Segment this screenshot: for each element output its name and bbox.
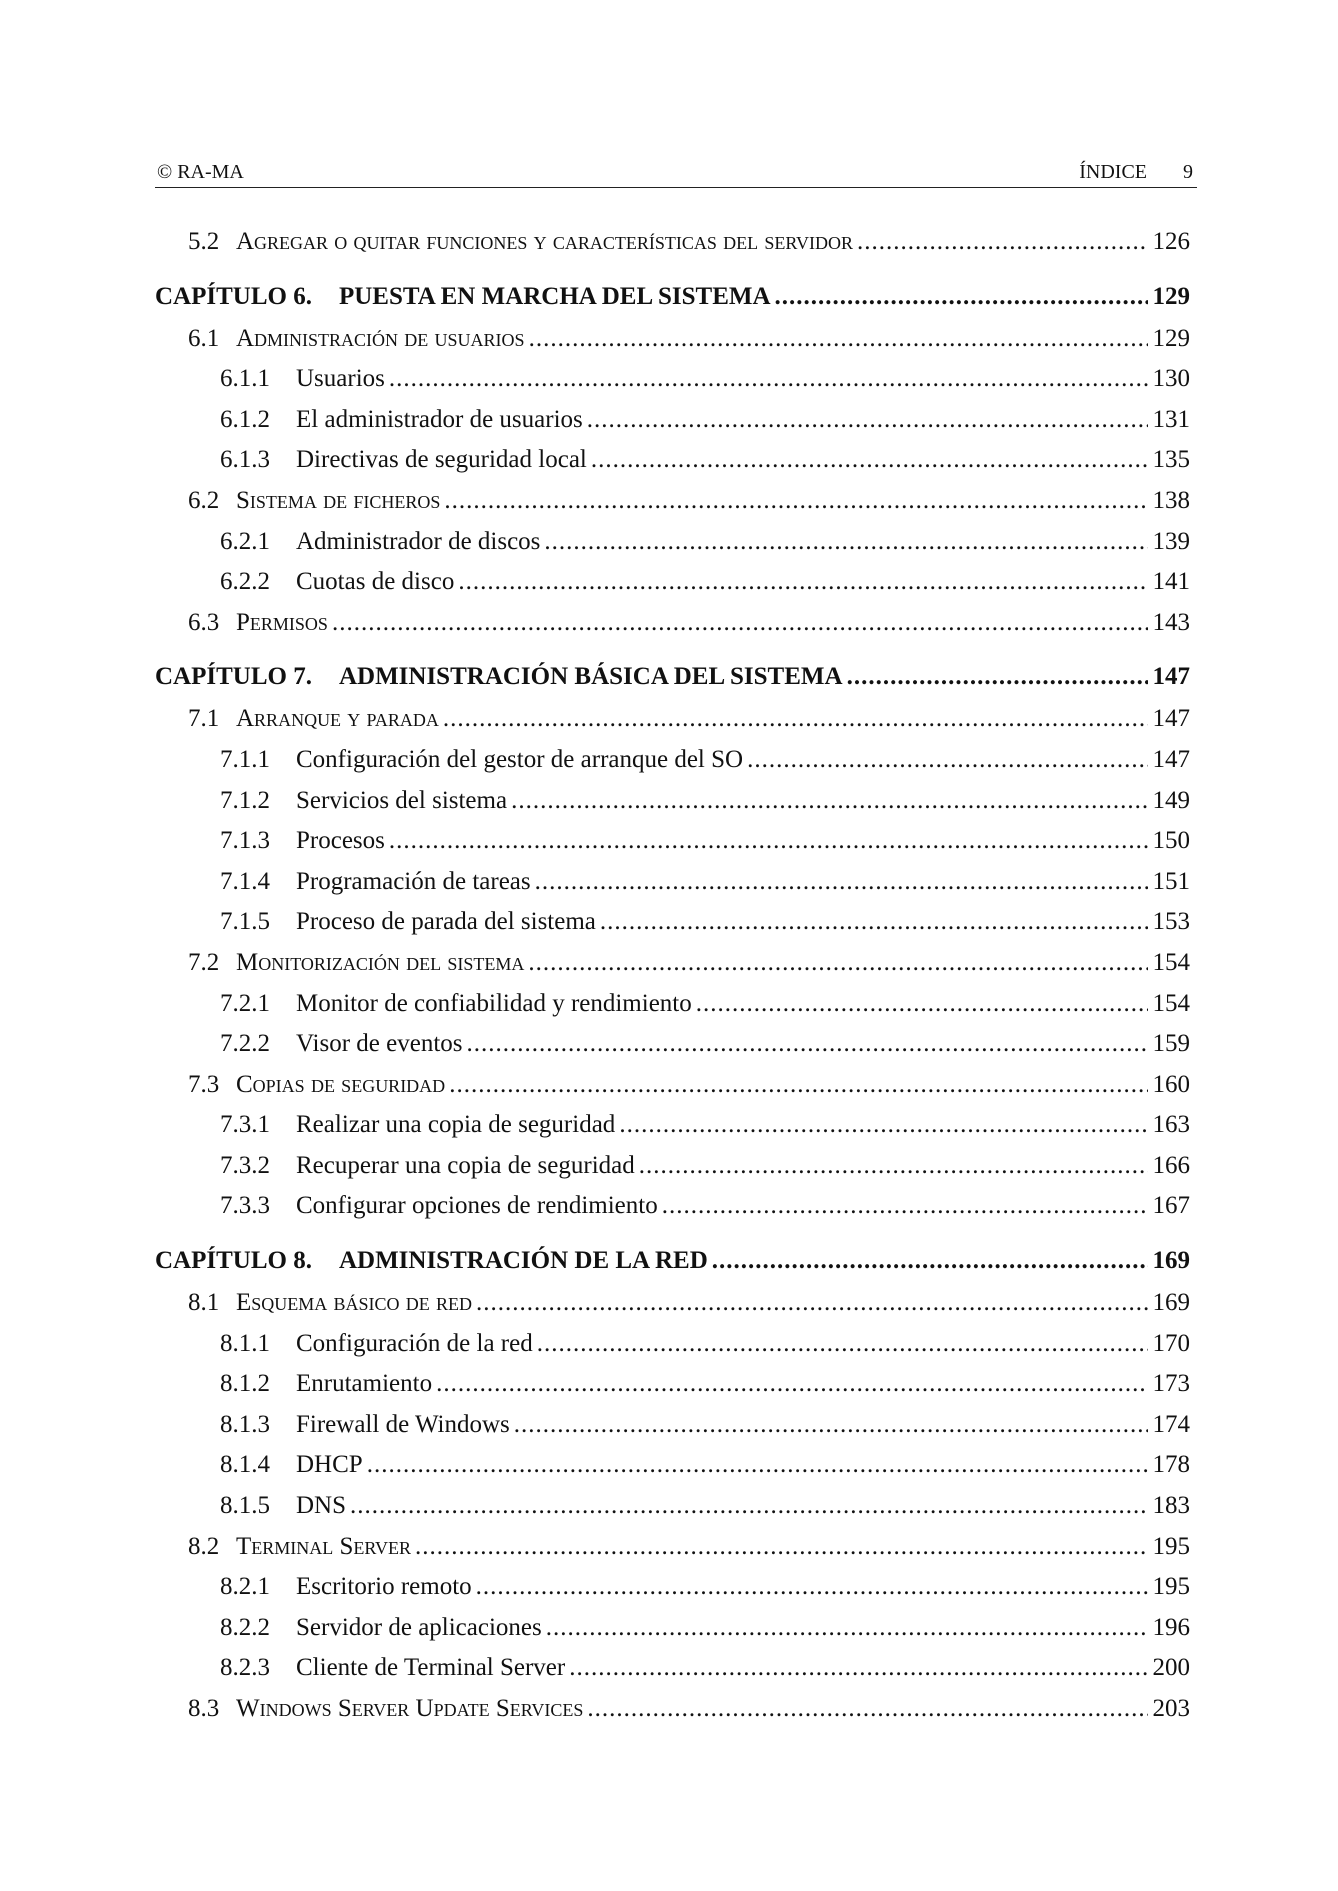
toc-dot-leader [546, 1608, 1148, 1649]
toc-entry-number: 7.3.3 [220, 1192, 270, 1220]
toc-entry-title: Procesos [296, 827, 385, 855]
toc-entry-number: 8.1 [188, 1289, 220, 1317]
toc-section-entry[interactable] [155, 943, 1190, 984]
toc-dot-leader [443, 699, 1148, 740]
toc-dot-leader [444, 481, 1148, 522]
toc-entry-title: Sistema de ficheros [236, 486, 441, 514]
toc-subsection-entry[interactable] [155, 562, 1190, 603]
toc-entry-number: CAPÍTULO 6. [155, 282, 312, 310]
toc-entry-title: Directivas de seguridad local [296, 446, 587, 474]
toc-entry-number: 8.2 [188, 1532, 220, 1560]
toc-section-entry[interactable] [155, 481, 1190, 522]
toc-entry-number: 6.1.3 [220, 446, 270, 474]
toc-entry-title: Terminal Server [236, 1532, 411, 1560]
toc-entry-page: 131 [1152, 405, 1190, 433]
toc-entry-number: 7.3 [188, 1070, 220, 1098]
toc-entry-number: 7.3.2 [220, 1151, 270, 1179]
toc-dot-leader [537, 1324, 1148, 1365]
toc-entry-title: DNS [296, 1492, 347, 1520]
toc-entry-number: 6.1 [188, 324, 220, 352]
toc-subsection-entry[interactable] [155, 902, 1190, 943]
toc-entry-title: Administración de usuarios [236, 324, 525, 352]
toc-entry-title: Administrador de discos [296, 527, 541, 555]
toc-subsection-entry[interactable] [155, 781, 1190, 822]
toc-entry-title: Monitor de confiabilidad y rendimiento [296, 989, 692, 1017]
toc-subsection-entry[interactable] [155, 1186, 1190, 1227]
toc-entry-page: 170 [1152, 1329, 1190, 1357]
toc-entry-page: 126 [1152, 228, 1190, 255]
toc-entry-number: CAPÍTULO 8. [155, 1247, 312, 1275]
toc-dot-leader [389, 359, 1148, 400]
toc-entry-page: 169 [1152, 1247, 1190, 1275]
toc-entry-page: 129 [1152, 282, 1190, 310]
toc-entry-title: Esquema básico de red [236, 1289, 473, 1317]
toc-entry-page: 129 [1152, 324, 1190, 352]
toc-dot-leader [458, 562, 1148, 603]
toc-dot-leader [696, 984, 1148, 1025]
toc-entry-title: Firewall de Windows [296, 1410, 510, 1438]
toc-section-entry[interactable] [155, 603, 1190, 644]
toc-entry-title: Servicios del sistema [296, 786, 508, 814]
toc-entry-page: 138 [1152, 486, 1190, 514]
toc-subsection-entry[interactable] [155, 821, 1190, 862]
toc-entry-number: 7.1.3 [220, 827, 270, 855]
toc-dot-leader [747, 740, 1148, 781]
toc-dot-leader [639, 1146, 1148, 1187]
toc-entry-page: 183 [1152, 1492, 1190, 1520]
toc-entry-number: 6.3 [188, 608, 220, 636]
toc-dot-leader [535, 862, 1148, 903]
toc-entry-title: Servidor de aplicaciones [296, 1613, 542, 1641]
toc-dot-leader [350, 1486, 1148, 1527]
toc-dot-leader [544, 522, 1148, 563]
toc-entry-page: 147 [1152, 705, 1190, 733]
toc-entry-page: 173 [1152, 1370, 1190, 1398]
toc-dot-leader [529, 319, 1148, 360]
toc-entry-page: 159 [1152, 1030, 1190, 1058]
toc-entry-title: Proceso de parada del sistema [296, 908, 596, 936]
toc-entry-title: Windows Server Update Services [236, 1695, 584, 1722]
toc-entry-number: 7.1.2 [220, 786, 270, 814]
toc-entry-number: 7.2.1 [220, 989, 270, 1017]
header-section [1079, 159, 1193, 185]
toc-entry-title: ADMINISTRACIÓN DE LA RED [338, 1247, 708, 1275]
toc-entry-title: Configuración de la red [296, 1329, 533, 1357]
toc-entry-number: 8.2.3 [220, 1654, 270, 1682]
toc-dot-leader [591, 440, 1148, 481]
toc-section-entry[interactable] [155, 1283, 1190, 1324]
toc-entry-page: 160 [1152, 1070, 1190, 1098]
toc-entry-page: 149 [1152, 786, 1190, 814]
toc-entry-title: Cuotas de disco [296, 568, 455, 596]
toc-entry-title: Usuarios [296, 365, 385, 393]
toc-entry-page: 143 [1152, 608, 1190, 636]
toc-entry-page: 147 [1152, 663, 1190, 691]
toc-section-entry[interactable] [155, 1065, 1190, 1106]
toc-entry-number: 8.1.5 [220, 1492, 270, 1520]
toc-entry-title: Realizar una copia de seguridad [296, 1111, 616, 1139]
toc-entry-page: 139 [1152, 527, 1190, 555]
toc-entry-number: 6.1.2 [220, 405, 270, 433]
toc-section-entry[interactable] [155, 1527, 1190, 1568]
toc-dot-leader [467, 1024, 1148, 1065]
toc-dot-leader [332, 603, 1148, 644]
toc-entry-number: 6.2.1 [220, 527, 270, 555]
toc-entry-page: 195 [1152, 1573, 1190, 1601]
toc-entry-number: 8.3 [188, 1695, 220, 1722]
toc-subsection-entry[interactable] [155, 522, 1190, 563]
toc-dot-leader [569, 1648, 1148, 1689]
toc-subsection-entry[interactable] [155, 1648, 1190, 1689]
toc-entry-title: Programación de tareas [296, 867, 531, 895]
toc-entry-page: 130 [1152, 365, 1190, 393]
toc-subsection-entry[interactable] [155, 440, 1190, 481]
header-page-number: 9 [1183, 161, 1193, 183]
toc-entry-title: Cliente de Terminal Server [296, 1654, 566, 1682]
toc-entry-page: 141 [1152, 568, 1190, 596]
toc-entry-title: Escritorio remoto [296, 1573, 472, 1601]
toc-entry-title: Arranque y parada [236, 705, 439, 733]
toc-entry-title: El administrador de usuarios [296, 405, 583, 433]
toc-subsection-entry[interactable] [155, 1364, 1190, 1405]
toc-entry-number: 7.1.5 [220, 908, 270, 936]
toc-entry-number: 8.2.1 [220, 1573, 270, 1601]
toc-entry-page: 135 [1152, 446, 1190, 474]
toc-entry-number: 8.1.3 [220, 1410, 270, 1438]
toc-dot-leader [857, 222, 1148, 263]
toc-dot-leader [389, 821, 1148, 862]
toc-entry-number: 7.1 [188, 705, 220, 733]
toc-entry-page: 163 [1152, 1111, 1190, 1139]
toc-entry-title: Copias de seguridad [236, 1070, 446, 1098]
toc-entry-title: Permisos [236, 608, 328, 636]
toc-dot-leader [712, 1239, 1148, 1283]
toc-dot-leader [847, 655, 1148, 699]
table-of-contents [155, 222, 1190, 1730]
toc-entry-number: 8.1.4 [220, 1451, 270, 1479]
toc-section-entry[interactable] [155, 319, 1190, 360]
toc-subsection-entry[interactable] [155, 1024, 1190, 1065]
toc-entry-number: 5.2 [188, 228, 220, 255]
toc-dot-leader [775, 275, 1148, 319]
toc-entry-page: 154 [1152, 989, 1190, 1017]
toc-subsection-entry[interactable] [155, 984, 1190, 1025]
toc-entry-number: 7.1.1 [220, 745, 270, 773]
toc-entry-page: 174 [1152, 1410, 1190, 1438]
toc-subsection-entry[interactable] [155, 1324, 1190, 1365]
toc-entry-page: 169 [1152, 1289, 1190, 1317]
toc-entry-page: 200 [1152, 1654, 1190, 1682]
toc-entry-number: 6.2 [188, 486, 220, 514]
toc-entry-title: Recuperar una copia de seguridad [296, 1151, 635, 1179]
toc-dot-leader [587, 400, 1148, 441]
toc-chapter-entry[interactable] [155, 655, 1190, 699]
toc-subsection-entry[interactable] [155, 359, 1190, 400]
toc-dot-leader [511, 781, 1148, 822]
toc-entry-page: 151 [1152, 867, 1190, 895]
toc-entry-page: 153 [1152, 908, 1190, 936]
toc-subsection-entry[interactable] [155, 1105, 1190, 1146]
toc-dot-leader [476, 1283, 1148, 1324]
toc-entry-number: 7.1.4 [220, 867, 270, 895]
toc-chapter-entry[interactable] [155, 275, 1190, 319]
toc-entry-title: Configurar opciones de rendimiento [296, 1192, 658, 1220]
running-header [155, 159, 1197, 188]
toc-entry-page: 196 [1152, 1613, 1190, 1641]
toc-entry-title: Configuración del gestor de arranque del SO [296, 745, 744, 773]
toc-dot-leader [528, 943, 1148, 984]
toc-section-entry[interactable] [155, 222, 1190, 263]
toc-entry-number: CAPÍTULO 7. [155, 663, 312, 691]
toc-entry-page: 167 [1152, 1192, 1190, 1220]
toc-entry-number: 7.3.1 [220, 1111, 270, 1139]
toc-dot-leader [619, 1105, 1148, 1146]
toc-subsection-entry[interactable] [155, 740, 1190, 781]
toc-dot-leader [367, 1445, 1148, 1486]
toc-dot-leader [662, 1186, 1148, 1227]
toc-dot-leader [514, 1405, 1148, 1446]
toc-entry-title: Monitorización del sistema [236, 948, 525, 976]
toc-entry-page: 147 [1152, 745, 1190, 773]
toc-entry-number: 7.2 [188, 948, 220, 976]
copyright-label: © RA-MA [157, 161, 244, 183]
toc-section-entry[interactable] [155, 699, 1190, 740]
toc-dot-leader [600, 902, 1148, 943]
toc-dot-leader [587, 1689, 1148, 1730]
toc-entry-title: Visor de eventos [296, 1030, 463, 1058]
toc-dot-leader [436, 1364, 1148, 1405]
toc-subsection-entry[interactable] [155, 1608, 1190, 1649]
toc-entry-title: ADMINISTRACIÓN BÁSICA DEL SISTEMA [338, 663, 843, 691]
toc-subsection-entry[interactable] [155, 1567, 1190, 1608]
toc-section-entry[interactable] [155, 1689, 1190, 1730]
toc-entry-page: 195 [1152, 1532, 1190, 1560]
toc-dot-leader [449, 1065, 1148, 1106]
toc-entry-title: PUESTA EN MARCHA DEL SISTEMA [338, 282, 771, 310]
toc-subsection-entry[interactable] [155, 400, 1190, 441]
toc-entry-page: 178 [1152, 1451, 1190, 1479]
toc-entry-page: 154 [1152, 948, 1190, 976]
toc-entry-page: 150 [1152, 827, 1190, 855]
toc-subsection-entry[interactable] [155, 862, 1190, 903]
toc-entry-number: 6.2.2 [220, 568, 270, 596]
header-title: ÍNDICE [1079, 161, 1147, 183]
toc-entry-page: 203 [1152, 1695, 1190, 1722]
toc-entry-title: DHCP [296, 1451, 363, 1479]
toc-chapter-entry[interactable] [155, 1239, 1190, 1283]
toc-entry-page: 166 [1152, 1151, 1190, 1179]
toc-subsection-entry[interactable] [155, 1486, 1190, 1527]
toc-subsection-entry[interactable] [155, 1146, 1190, 1187]
toc-entry-number: 8.1.2 [220, 1370, 270, 1398]
toc-dot-leader [415, 1527, 1148, 1568]
toc-subsection-entry[interactable] [155, 1445, 1190, 1486]
toc-entry-number: 8.2.2 [220, 1613, 270, 1641]
toc-dot-leader [476, 1567, 1148, 1608]
toc-entry-number: 8.1.1 [220, 1329, 270, 1357]
toc-entry-title: Agregar o quitar funciones y características del servidor [236, 228, 853, 255]
toc-entry-number: 6.1.1 [220, 365, 270, 393]
toc-entry-title: Enrutamiento [296, 1370, 433, 1398]
toc-subsection-entry[interactable] [155, 1405, 1190, 1446]
toc-entry-number: 7.2.2 [220, 1030, 270, 1058]
